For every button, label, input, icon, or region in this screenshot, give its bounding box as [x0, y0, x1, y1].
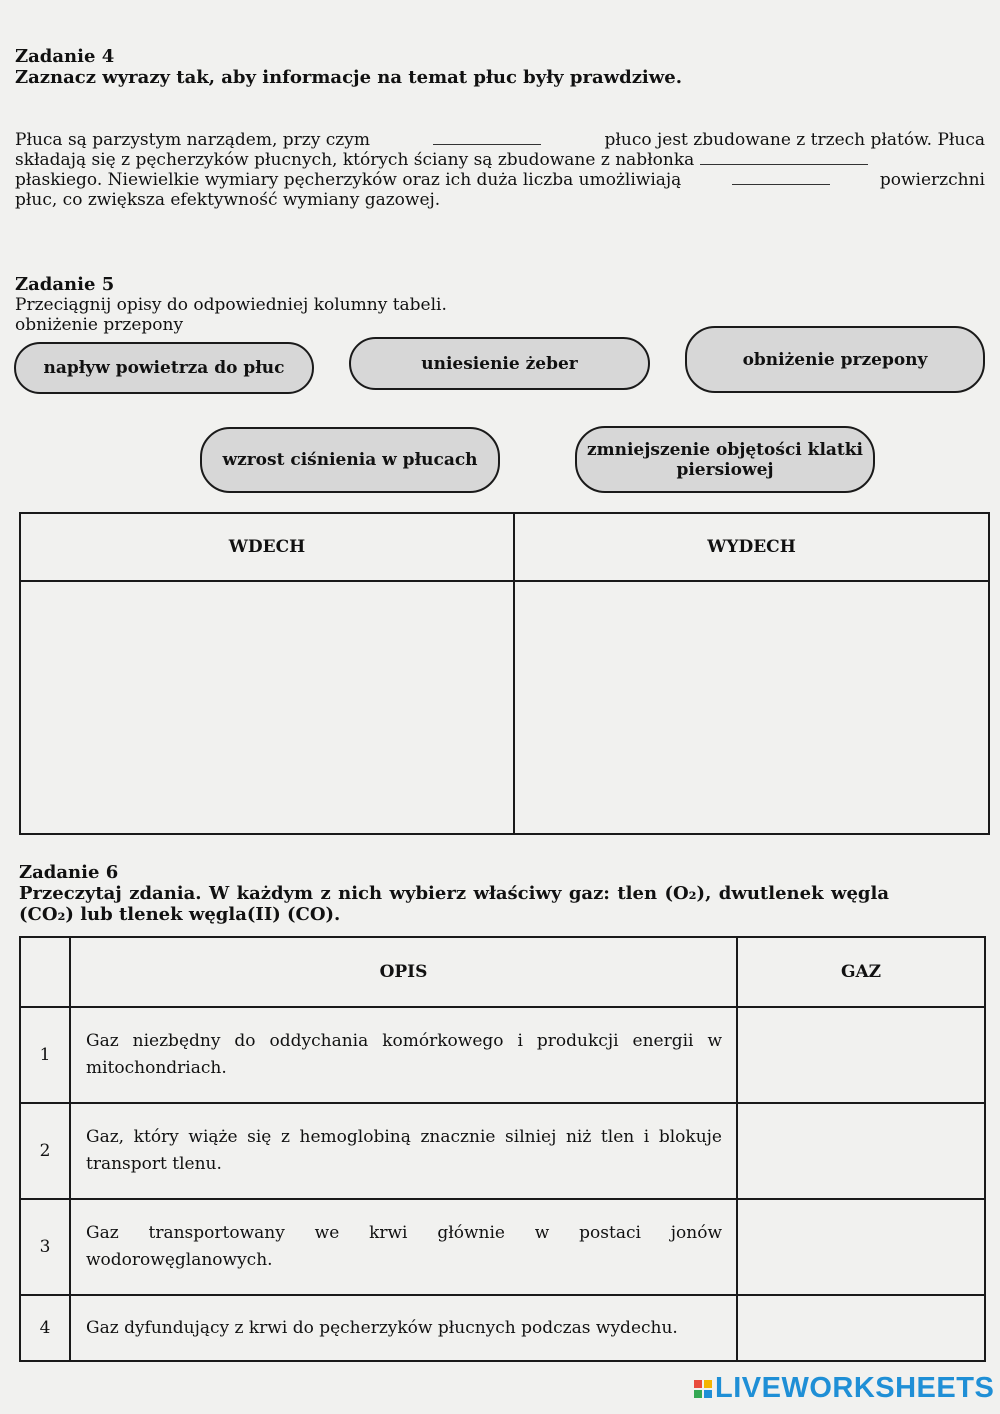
task4-text-line1b: płuco jest zbudowane z trzech płatów. Płuca [604, 130, 985, 150]
table-row [20, 1007, 985, 1103]
logo-square-green [694, 1390, 702, 1398]
liveworksheets-logo [694, 1372, 994, 1405]
task5-heading: Zadanie 5 [15, 274, 115, 295]
desc-header: OPIS [70, 937, 737, 1007]
row-number: 3 [20, 1199, 70, 1295]
logo-text: LIVEWORKSHEETS [715, 1372, 995, 1404]
col-inhale-header: WDECH [20, 513, 514, 581]
gas-table [19, 936, 986, 1362]
task4-text-line2a: składają się z pęcherzyków płucnych, których ściany są zbudowane z nabłonka [15, 150, 695, 170]
task4-header [15, 46, 975, 88]
blank-3[interactable] [732, 170, 830, 185]
blank-1[interactable] [433, 130, 541, 145]
blank-2[interactable] [700, 150, 868, 165]
task5-instruction: Przeciągnij opisy do odpowiedniej kolumny tabeli. [15, 295, 447, 315]
gas-answer-field[interactable] [737, 1295, 985, 1361]
gas-answer-field[interactable] [737, 1199, 985, 1295]
task6-header [19, 862, 889, 925]
row-description: Gaz niezbędny do oddychania komórkowego i produkcji energii w mitochondriach. [70, 1007, 737, 1103]
table-row [20, 1295, 985, 1361]
num-header [20, 937, 70, 1007]
logo-square-yellow [704, 1380, 712, 1388]
table-row [20, 1103, 985, 1199]
table-row [20, 1199, 985, 1295]
inhale-drop-zone[interactable] [20, 581, 514, 834]
chip-ribs-raise[interactable]: uniesienie żeber [349, 337, 650, 390]
breathing-table [19, 512, 990, 835]
logo-square-red [694, 1380, 702, 1388]
chip-chest-volume-decrease[interactable]: zmniejszenie objętości klatki piersiowej [575, 426, 875, 493]
task4-text-line3b: powierzchni [879, 170, 985, 190]
task4-heading: Zadanie 4 [15, 46, 115, 67]
row-number: 2 [20, 1103, 70, 1199]
row-description: Gaz transportowany we krwi głównie w postaci jonów wodorowęglanowych. [70, 1199, 737, 1295]
logo-square-blue [704, 1390, 712, 1398]
gas-header: GAZ [737, 937, 985, 1007]
task4-paragraph [15, 130, 985, 210]
task6-heading: Zadanie 6 [19, 862, 119, 883]
col-exhale-header: WYDECH [514, 513, 989, 581]
row-number: 1 [20, 1007, 70, 1103]
task4-instruction: Zaznacz wyrazy tak, aby informacje na temat płuc były prawdziwe. [15, 67, 682, 88]
chip-diaphragm-lower[interactable]: obniżenie przepony [685, 326, 985, 393]
row-description: Gaz dyfundujący z krwi do pęcherzyków płucnych podczas wydechu. [70, 1295, 737, 1361]
task4-text-line4: płuc, co zwiększa efektywność wymiany gazowej. [15, 190, 441, 210]
task5-subline: obniżenie przepony [15, 315, 184, 335]
row-description: Gaz, który wiąże się z hemoglobiną znacznie silniej niż tlen i blokuje transport tlenu. [70, 1103, 737, 1199]
exhale-drop-zone[interactable] [514, 581, 989, 834]
task4-text-line3a: płaskiego. Niewielkie wymiary pęcherzyków oraz ich duża liczba umożliwiają [15, 170, 682, 190]
chip-inflow-air[interactable]: napływ powietrza do płuc [14, 342, 314, 394]
gas-answer-field[interactable] [737, 1007, 985, 1103]
logo-mark-icon [694, 1380, 712, 1398]
task6-instruction: Przeczytaj zdania. W każdym z nich wybierz właściwy gaz: tlen (O₂), dwutlenek węgla (CO₂) lub tlenek węgla(II) (CO). [19, 883, 889, 925]
gas-answer-field[interactable] [737, 1103, 985, 1199]
row-number: 4 [20, 1295, 70, 1361]
chip-pressure-rise[interactable]: wzrost ciśnienia w płucach [200, 427, 500, 493]
task4-text-line1a: Płuca są parzystym narządem, przy czym [15, 130, 370, 150]
